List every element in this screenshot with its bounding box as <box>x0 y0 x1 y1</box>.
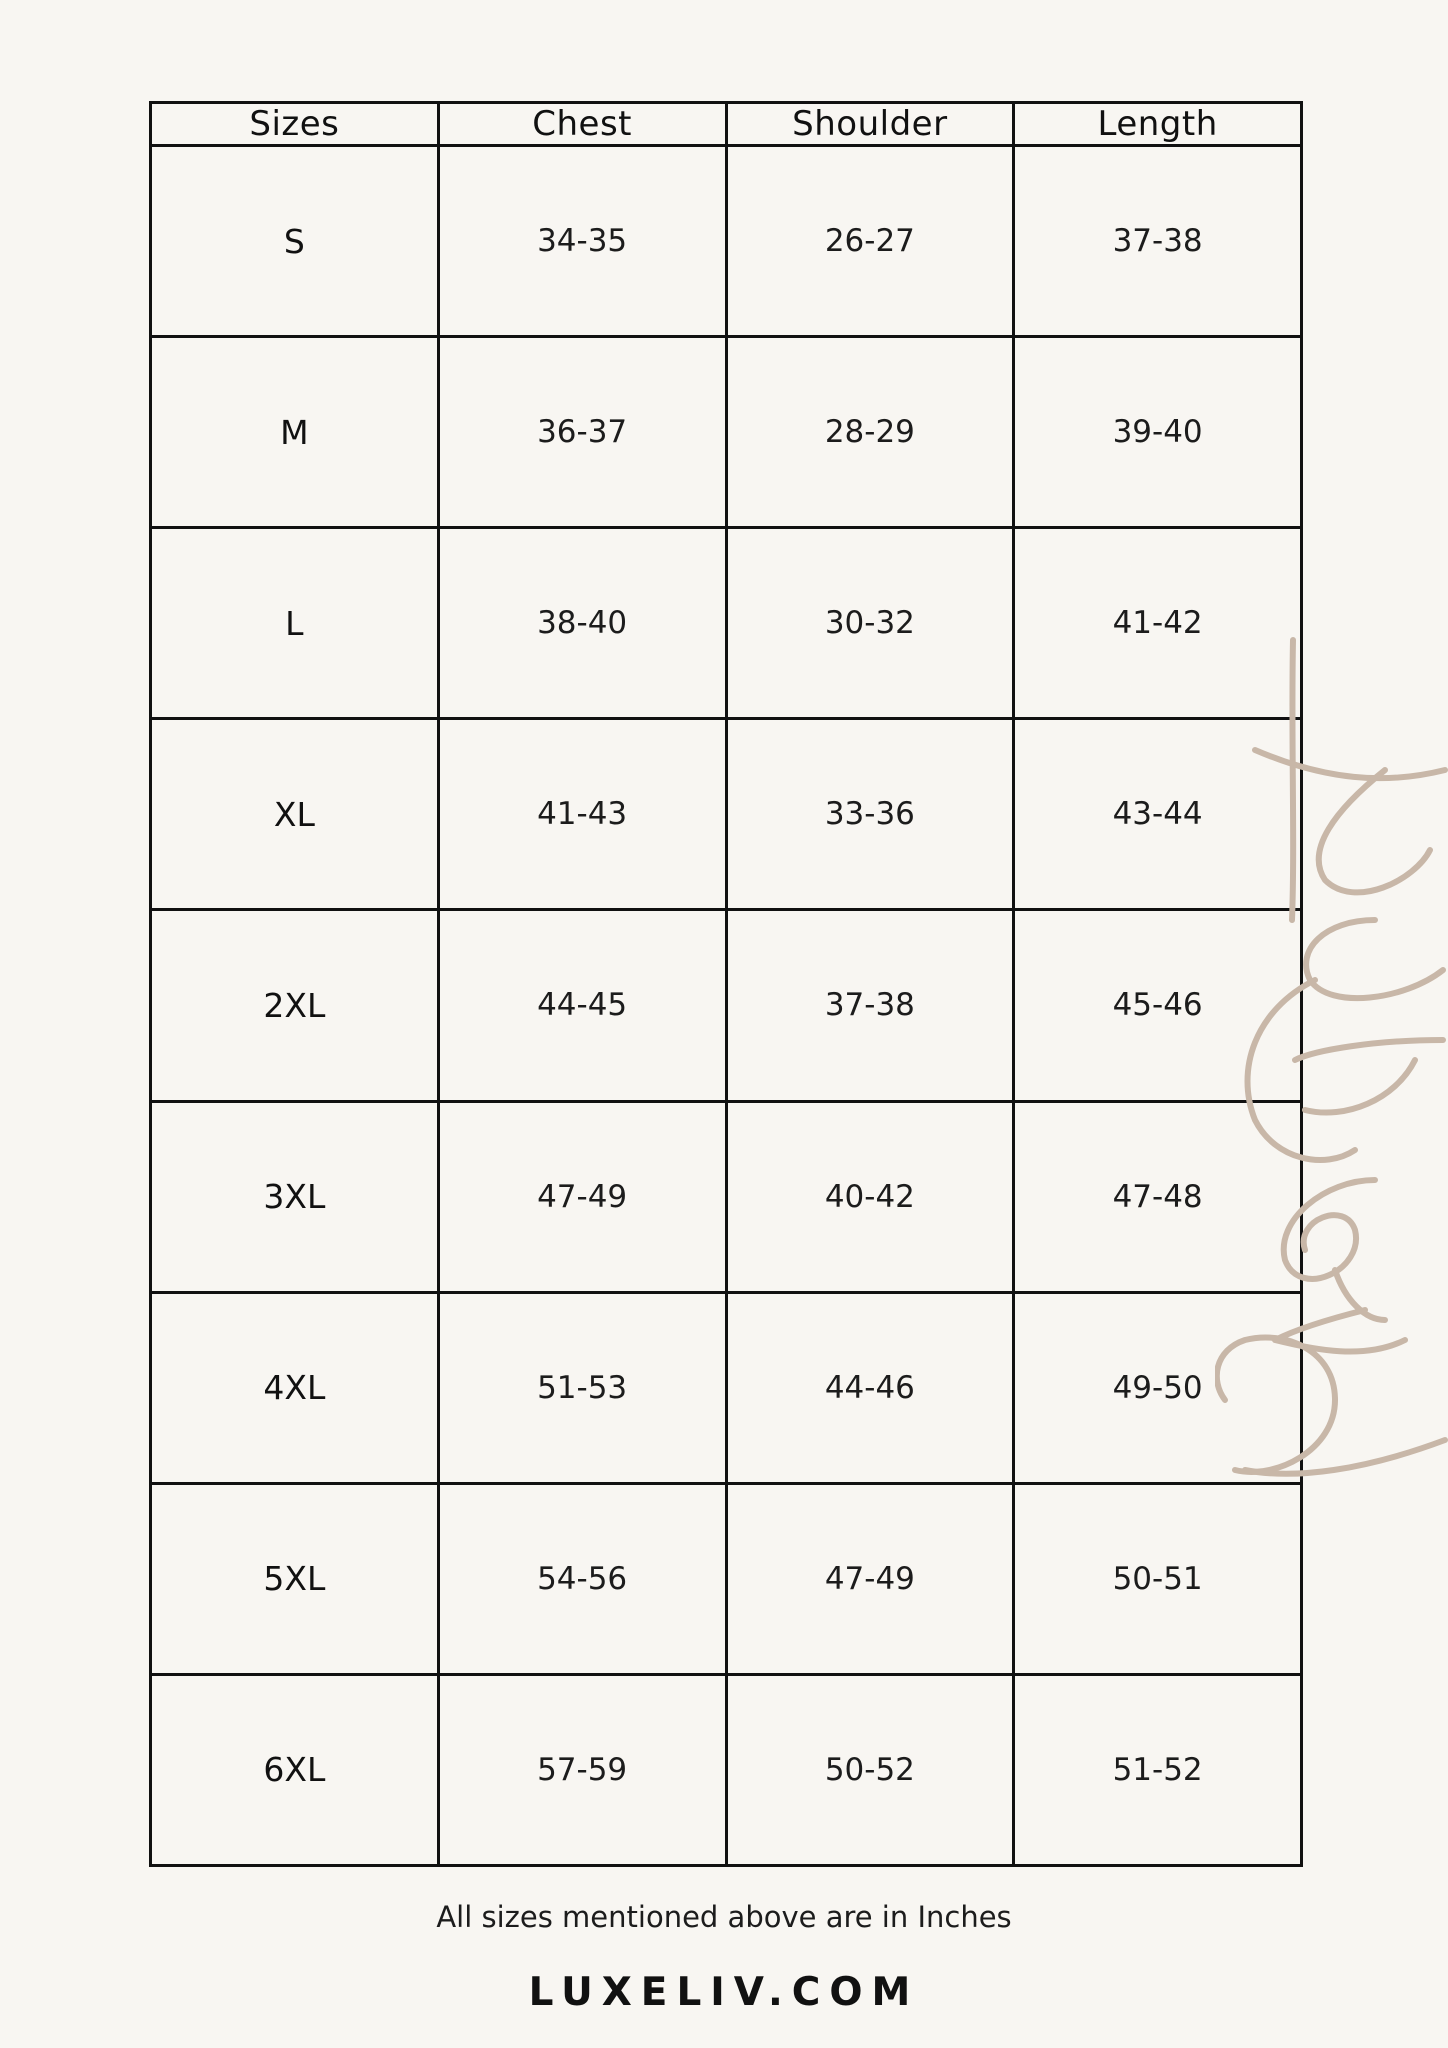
size-cell: L <box>151 528 439 719</box>
header-sizes: Sizes <box>151 103 439 146</box>
size-chart-table <box>149 101 1303 1867</box>
chest-cell: 57-59 <box>438 1674 726 1865</box>
size-cell: XL <box>151 719 439 910</box>
chest-cell: 51-53 <box>438 1292 726 1483</box>
length-cell: 37-38 <box>1014 146 1302 337</box>
table-row <box>151 1483 1302 1674</box>
length-cell: 41-42 <box>1014 528 1302 719</box>
shoulder-cell: 26-27 <box>726 146 1014 337</box>
chest-cell: 41-43 <box>438 719 726 910</box>
size-cell: 6XL <box>151 1674 439 1865</box>
table-row <box>151 1292 1302 1483</box>
shoulder-cell: 50-52 <box>726 1674 1014 1865</box>
script-stroke <box>1335 1270 1385 1320</box>
shoulder-cell: 28-29 <box>726 337 1014 528</box>
table-row <box>151 719 1302 910</box>
header-shoulder: Shoulder <box>726 103 1014 146</box>
script-stroke <box>1295 1040 1443 1060</box>
table-row <box>151 337 1302 528</box>
script-stroke <box>1306 920 1443 998</box>
script-stroke <box>1319 770 1430 892</box>
length-cell: 47-48 <box>1014 1101 1302 1292</box>
shoulder-cell: 47-49 <box>726 1483 1014 1674</box>
shoulder-cell: 33-36 <box>726 719 1014 910</box>
shoulder-cell: 30-32 <box>726 528 1014 719</box>
length-cell: 50-51 <box>1014 1483 1302 1674</box>
size-cell: 5XL <box>151 1483 439 1674</box>
shoulder-cell: 40-42 <box>726 1101 1014 1292</box>
header-chest: Chest <box>438 103 726 146</box>
script-stroke <box>1305 1060 1415 1113</box>
table-row <box>151 1674 1302 1865</box>
shoulder-cell: 44-46 <box>726 1292 1014 1483</box>
table-row <box>151 146 1302 337</box>
brand-website: LUXELIV.COM <box>528 1970 920 2015</box>
size-cell: 3XL <box>151 1101 439 1292</box>
size-cell: 4XL <box>151 1292 439 1483</box>
footnote-units: All sizes mentioned above are in Inches <box>436 1900 1012 1934</box>
length-cell: 39-40 <box>1014 337 1302 528</box>
size-cell: S <box>151 146 439 337</box>
chest-cell: 36-37 <box>438 337 726 528</box>
chest-cell: 38-40 <box>438 528 726 719</box>
size-cell: M <box>151 337 439 528</box>
chest-cell: 34-35 <box>438 146 726 337</box>
length-cell: 43-44 <box>1014 719 1302 910</box>
chest-cell: 54-56 <box>438 1483 726 1674</box>
table-row <box>151 1101 1302 1292</box>
size-cell: 2XL <box>151 910 439 1101</box>
length-cell: 45-46 <box>1014 910 1302 1101</box>
header-row <box>151 103 1302 146</box>
chest-cell: 47-49 <box>438 1101 726 1292</box>
shoulder-cell: 37-38 <box>726 910 1014 1101</box>
header-length: Length <box>1014 103 1302 146</box>
table-row <box>151 528 1302 719</box>
length-cell: 51-52 <box>1014 1674 1302 1865</box>
chest-cell: 44-45 <box>438 910 726 1101</box>
table-row <box>151 910 1302 1101</box>
length-cell: 49-50 <box>1014 1292 1302 1483</box>
